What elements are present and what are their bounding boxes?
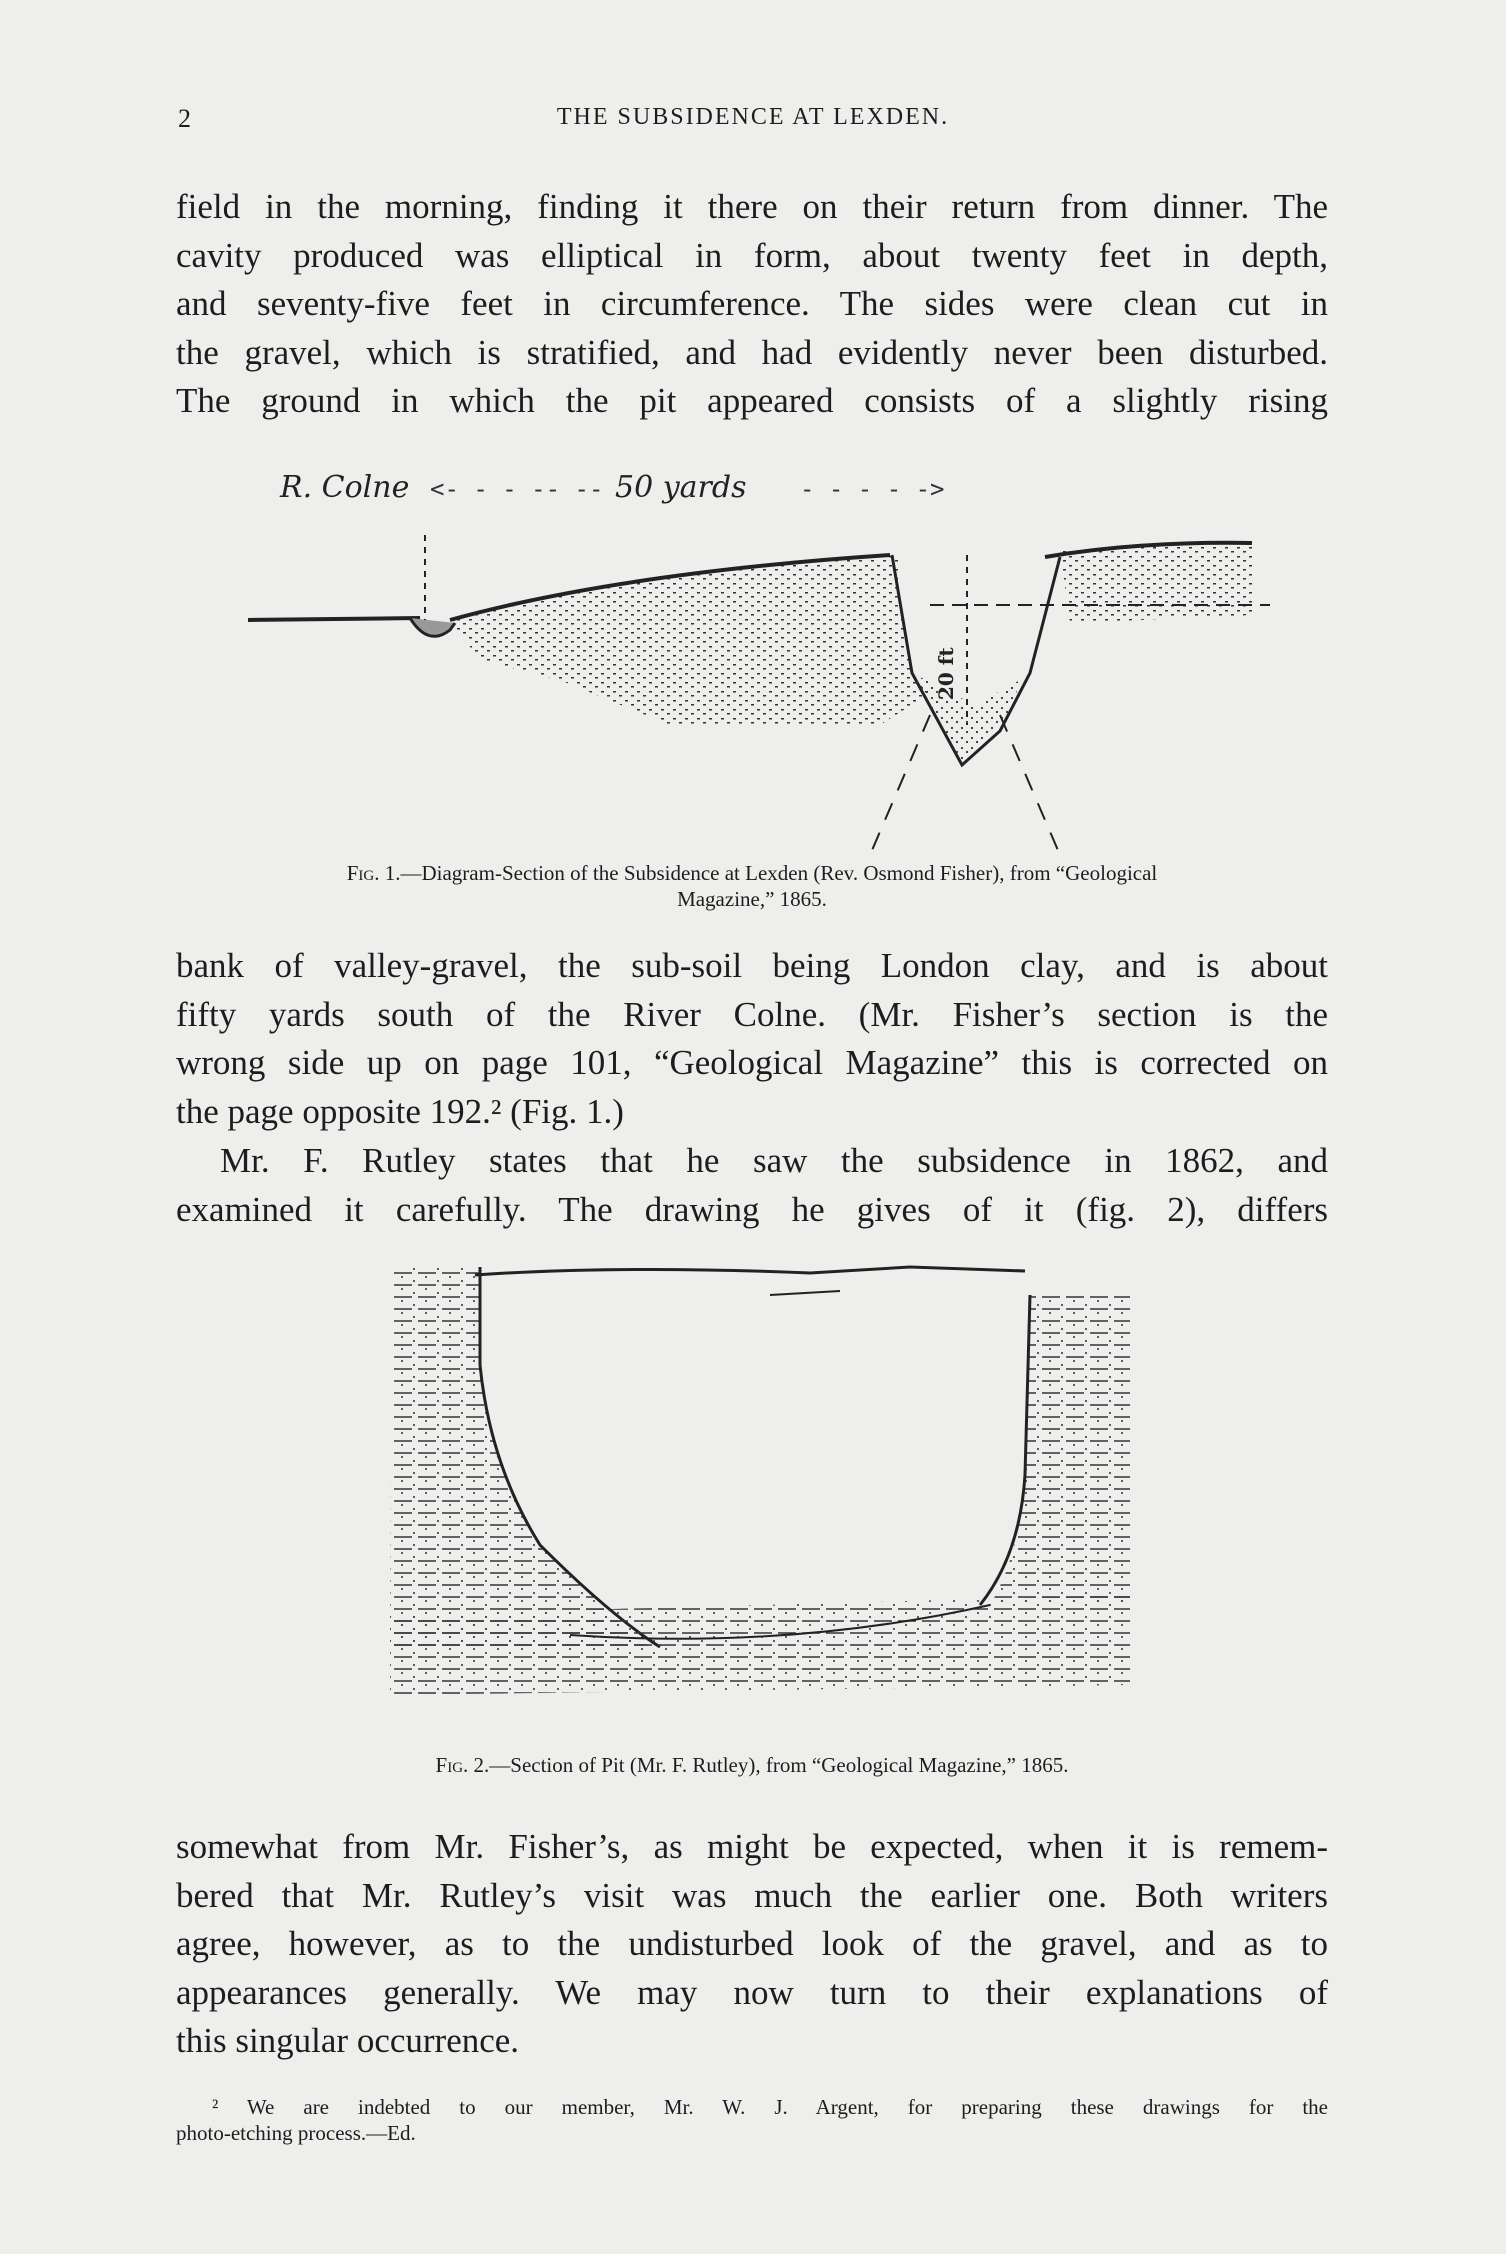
- text-line: somewhat from Mr. Fisher’s, as might be expected, when it is remem-: [176, 1827, 1328, 1866]
- figure-2-diagram: [370, 1255, 1250, 1735]
- text-line: bank of valley-gravel, the sub-soil being London clay, and is about: [176, 946, 1328, 985]
- text-line: cavity produced was elliptical in form, about twenty feet in depth,: [176, 235, 1328, 275]
- figure-1-diagram: [240, 455, 1280, 855]
- paragraph-3: [176, 1137, 1328, 1234]
- footnote-line: ² We are indebted to our member, Mr. W. J. Argent, for preparing these drawings for the: [212, 2095, 1328, 2119]
- footnote: [176, 2094, 1328, 2146]
- caption-line: [176, 860, 1328, 886]
- ground-crack: [770, 1291, 840, 1295]
- river-channel: [410, 618, 455, 636]
- ground-surface: [475, 1267, 1025, 1275]
- paragraph-4: [176, 1823, 1328, 2066]
- right-gravel-bank: [1060, 543, 1252, 623]
- text-line: examined it carefully. The drawing he gives of it (fig. 2), differs: [176, 1189, 1328, 1229]
- arrow-left-icon: <- - - -- --: [430, 475, 604, 503]
- caption-text: —Diagram-Section of the Subsidence at Lexden (Rev. Osmond Fisher), from “Geological: [400, 861, 1158, 885]
- text-line: field in the morning, finding it there on their return from dinner. The: [176, 187, 1328, 226]
- text-line: this singular occurrence.: [176, 2021, 520, 2060]
- text-line: wrong side up on page 101, “Geological Magazine” this is corrected on: [176, 1043, 1328, 1082]
- page-number: 2: [178, 104, 191, 133]
- caption-line: Magazine,” 1865.: [677, 887, 827, 911]
- paragraph-2: [176, 942, 1328, 1136]
- text-line: bered that Mr. Rutley’s visit was much the earlier one. Both writers: [176, 1875, 1328, 1915]
- figure-1-caption: [176, 860, 1328, 912]
- dashed-projection-left: [870, 715, 930, 855]
- figure-2-caption: [176, 1752, 1328, 1778]
- dashed-projection-right: [1000, 715, 1060, 855]
- distance-label: 50 yards: [615, 470, 747, 505]
- footnote-line: photo-etching process.—Ed.: [176, 2121, 416, 2145]
- left-gravel-bank: [450, 555, 930, 725]
- caption-text: —Section of Pit (Mr. F. Rutley), from “Geological Magazine,” 1865.: [489, 1753, 1069, 1777]
- text-line: agree, however, as to the undisturbed look of the gravel, and as to: [176, 1924, 1328, 1963]
- text-line: and seventy-five feet in circumference. The sides were clean cut in: [176, 284, 1328, 323]
- running-title: THE SUBSIDENCE AT LEXDEN.: [556, 104, 950, 130]
- text-line: the page opposite 192.² (Fig. 1.): [176, 1091, 624, 1131]
- caption-prefix: Fig. 1.: [346, 861, 401, 885]
- arrow-right-icon: - - - - ->: [800, 475, 945, 503]
- pit-left-wall: [390, 1267, 650, 1647]
- pit-right-wall: [990, 1295, 1130, 1605]
- river-label: R. Colne: [280, 470, 410, 505]
- text-line: the gravel, which is stratified, and had evidently never been disturbed.: [176, 332, 1328, 372]
- caption-prefix: Fig. 2.: [435, 1753, 490, 1777]
- text-line: fifty yards south of the River Colne. (Mr. Fisher’s section is the: [176, 994, 1328, 1034]
- text-line: The ground in which the pit appeared consists of a slightly rising: [176, 381, 1328, 420]
- depth-label: 20 ft: [934, 647, 958, 700]
- ground-surface-line: [248, 618, 420, 620]
- text-line: Mr. F. Rutley states that he saw the subsidence in 1862, and: [220, 1141, 1328, 1180]
- page-header: [178, 104, 1328, 140]
- text-line: appearances generally. We may now turn to their explanations of: [176, 1972, 1328, 2012]
- paragraph-1: [176, 183, 1328, 426]
